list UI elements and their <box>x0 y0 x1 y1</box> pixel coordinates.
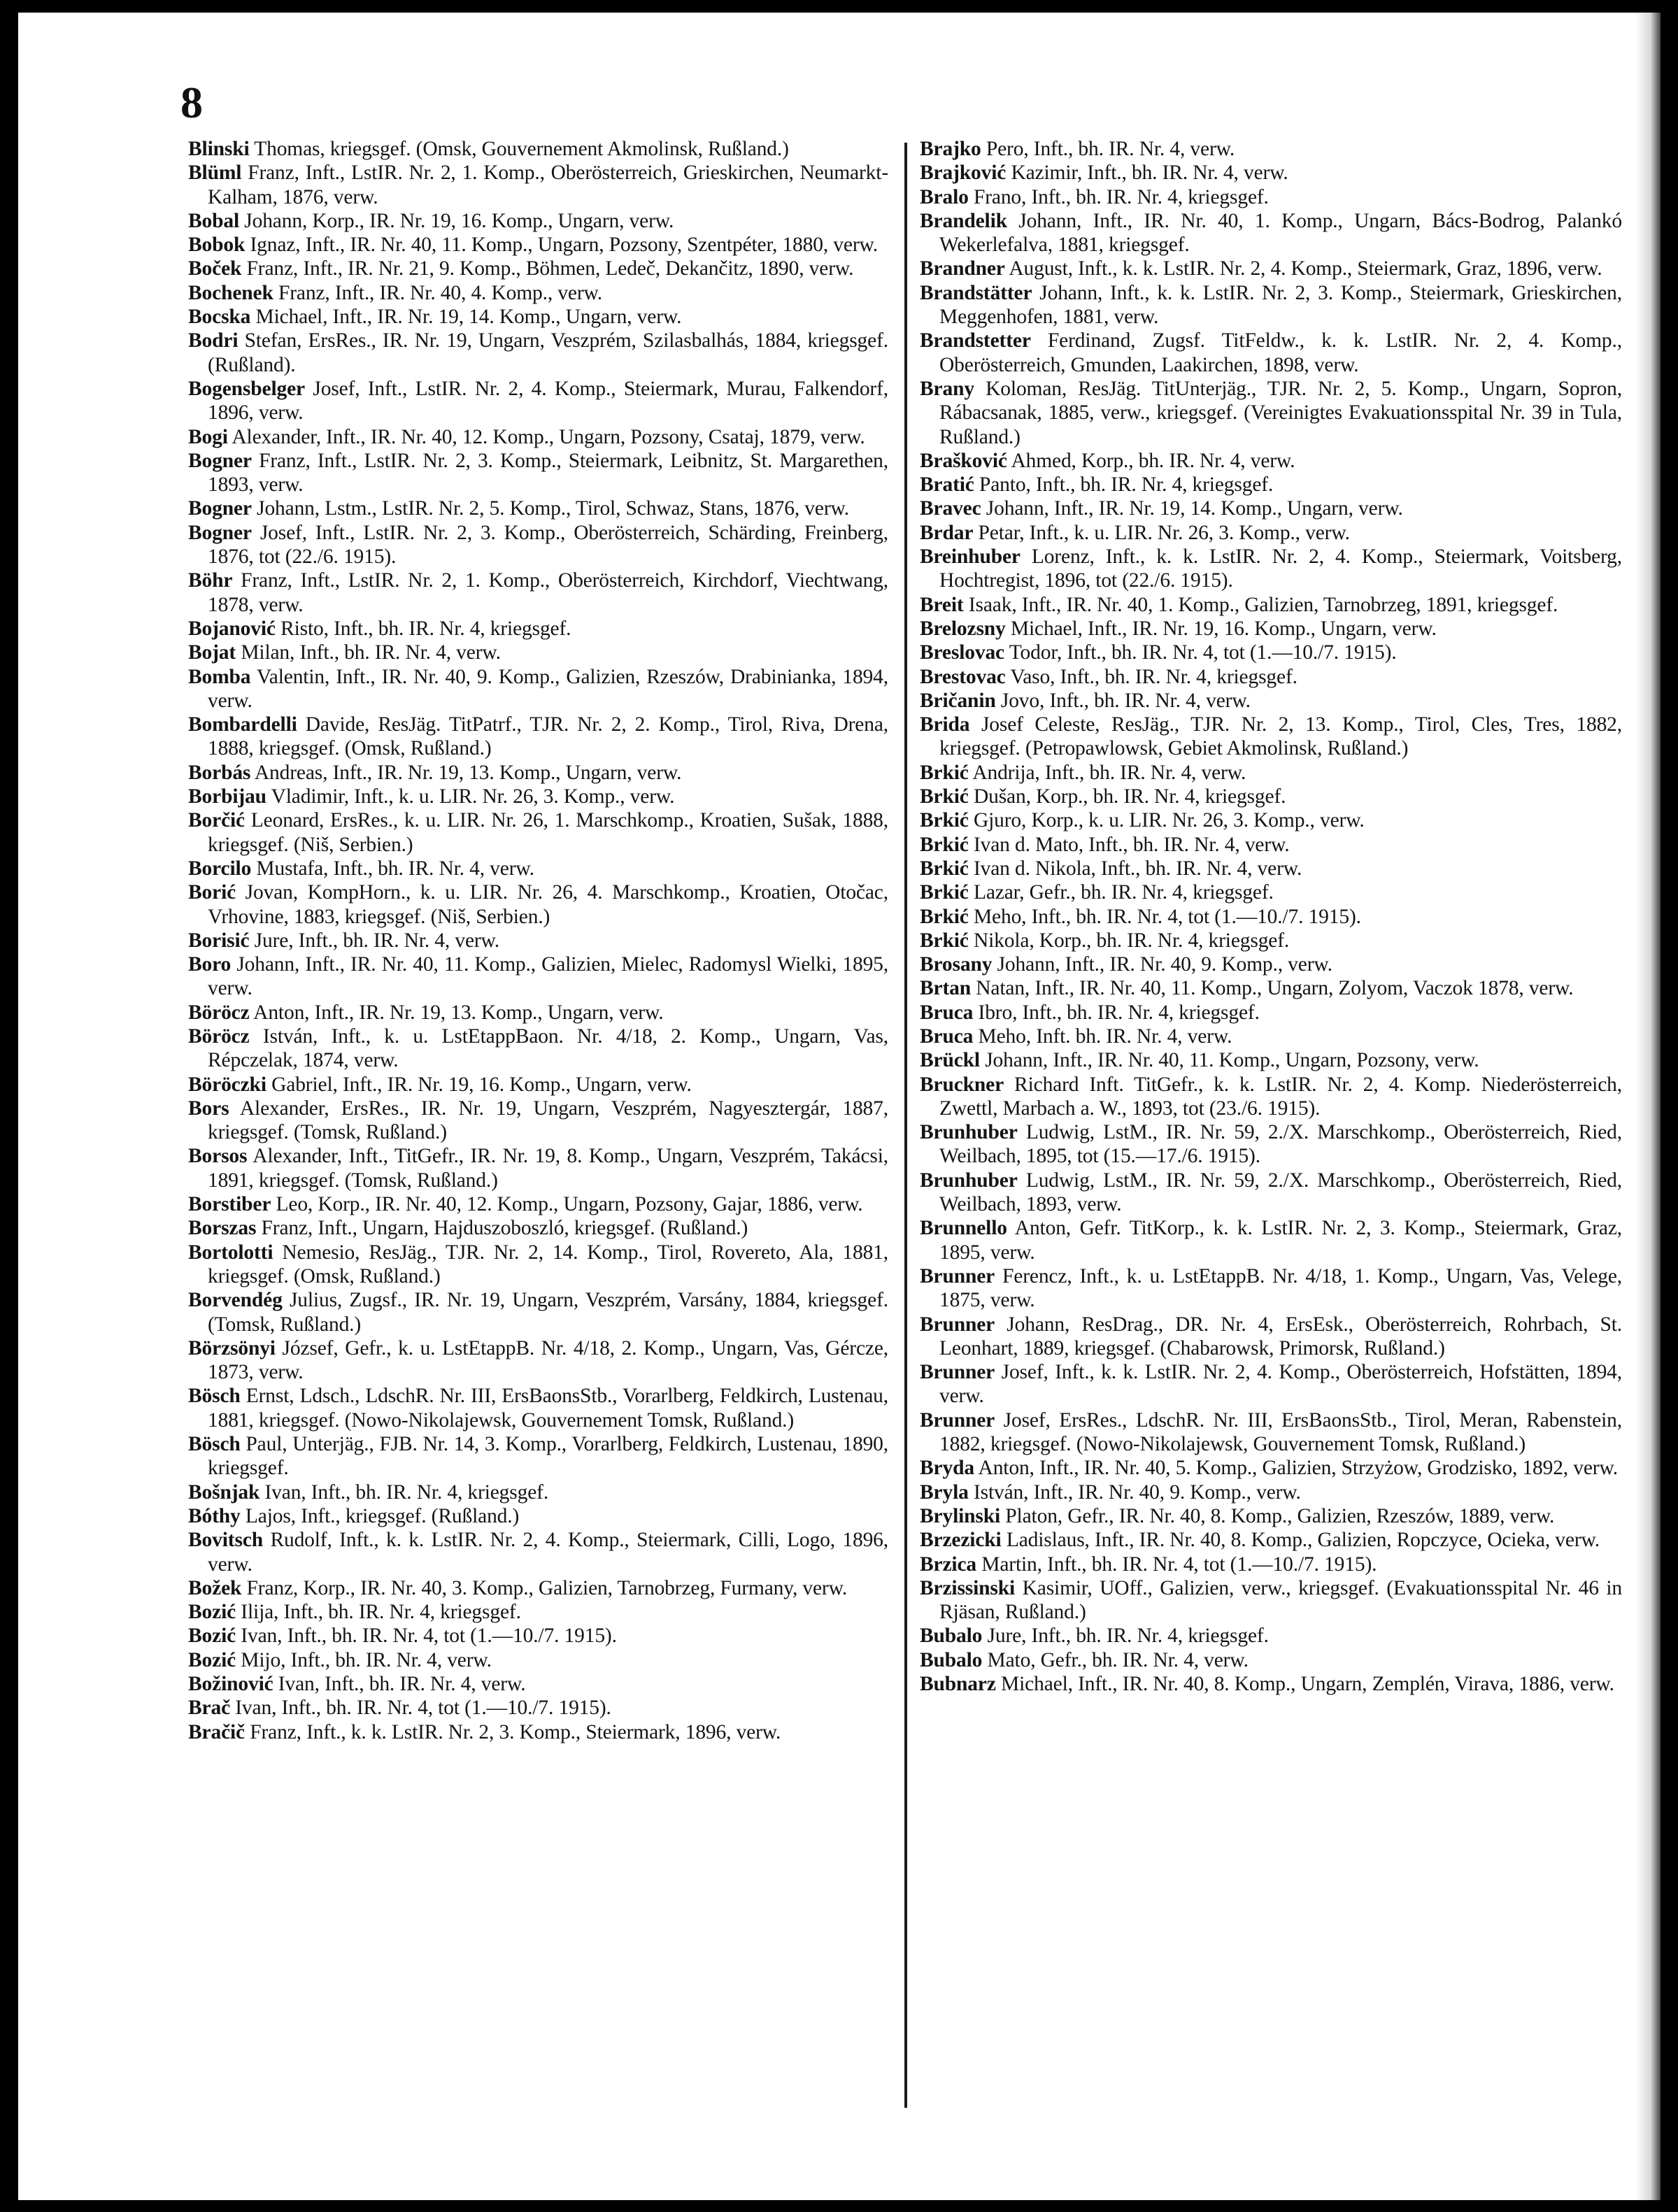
register-entry <box>188 857 888 880</box>
entry-surname: Brylinski <box>920 1504 1001 1527</box>
entry-details: Franz, Inft., k. k. LstIR. Nr. 2, 3. Komp., Steiermark, 1896, verw. <box>250 1720 781 1743</box>
entry-surname: Bozić <box>188 1601 236 1624</box>
entry-surname: Bubalo <box>920 1648 983 1671</box>
entry-surname: Brandelik <box>920 209 1007 232</box>
register-entry <box>920 329 1622 377</box>
entry-surname: Bösch <box>188 1433 241 1456</box>
entry-surname: Bubnarz <box>920 1673 996 1695</box>
entry-details: Johann, Inft., IR. Nr. 40, 9. Komp., verw. <box>997 953 1332 976</box>
entry-details: Meho, Inft. bh. IR. Nr. 4, verw. <box>978 1025 1232 1048</box>
entry-surname: Bortolotti <box>188 1241 273 1264</box>
entry-surname: Borisić <box>188 929 250 952</box>
entry-surname: Bryla <box>920 1480 969 1504</box>
register-entry <box>188 161 888 209</box>
register-entry <box>188 1288 888 1336</box>
entry-surname: Brunner <box>920 1264 995 1287</box>
register-entry <box>920 1648 1622 1672</box>
entry-surname: Bravec <box>920 497 981 520</box>
register-entry <box>920 1576 1622 1625</box>
register-entry <box>188 281 888 305</box>
entry-details: Andreas, Inft., IR. Nr. 19, 13. Komp., Ungarn, verw. <box>254 761 682 784</box>
register-entry <box>188 641 888 664</box>
register-entry <box>920 1553 1622 1576</box>
entry-details: Martin, Inft., bh. IR. Nr. 4, tot (1.—10./7. 1915). <box>981 1553 1377 1576</box>
register-entry <box>188 1216 888 1240</box>
entry-surname: Bobok <box>188 234 246 257</box>
entry-details: Anton, Gefr. TitKorp., k. k. LstIR. Nr. 2, 3. Komp., Steiermark, Graz, 1895, verw. <box>939 1217 1622 1264</box>
register-entry <box>188 1097 888 1145</box>
register-entry <box>188 929 888 952</box>
entry-details: Ivan d. Mato, Inft., bh. IR. Nr. 4, verw. <box>973 833 1290 856</box>
register-entry <box>920 137 1622 161</box>
entry-surname: Brzezicki <box>920 1529 1002 1552</box>
entry-details: Milan, Inft., bh. IR. Nr. 4, verw. <box>241 641 501 664</box>
entry-details: Gabriel, Inft., IR. Nr. 19, 16. Komp., Ungarn, verw. <box>271 1073 692 1096</box>
entry-details: Nikola, Korp., bh. IR. Nr. 4, kriegsgef. <box>973 929 1290 952</box>
register-entry <box>920 833 1622 857</box>
entry-surname: Bodri <box>188 329 239 352</box>
entry-details: Lorenz, Inft., k. k. LstIR. Nr. 2, 4. Komp., Steiermark, Voitsberg, Hochtregist, 1896, tot (22./6. 1915). <box>939 545 1623 592</box>
entry-surname: Božek <box>188 1576 242 1599</box>
entry-details: Ibro, Inft., bh. IR. Nr. 4, kriegsgef. <box>978 1001 1260 1024</box>
register-entry <box>920 905 1622 929</box>
register-entry <box>188 713 888 761</box>
entry-details: Johann, Inft., k. k. LstIR. Nr. 2, 3. Komp., Steiermark, Grieskirchen, Meggenhofen, 1881, verw. <box>939 281 1623 329</box>
entry-surname: Brunner <box>920 1361 995 1384</box>
entry-details: Thomas, kriegsgef. (Omsk, Gouvernement Akmolinsk, Rußland.) <box>254 138 789 160</box>
register-entry <box>188 377 888 425</box>
entry-surname: Bocska <box>188 306 251 329</box>
register-entry <box>920 257 1622 280</box>
register-entry <box>188 1504 888 1528</box>
entry-details: Vaso, Inft., bh. IR. Nr. 4, kriegsgef. <box>1010 665 1297 688</box>
entry-surname: Brkić <box>920 905 969 928</box>
register-entry <box>188 880 888 929</box>
register-entry <box>188 952 888 1001</box>
register-entry <box>920 617 1622 641</box>
entry-details: Meho, Inft., bh. IR. Nr. 4, tot (1.—10./7. 1915). <box>973 905 1361 928</box>
entry-surname: Brunhuber <box>920 1121 1018 1144</box>
register-entry <box>920 1504 1622 1528</box>
entry-details: Todor, Inft., bh. IR. Nr. 4, tot (1.—10./7. 1915). <box>1009 641 1397 664</box>
register-entry <box>920 1480 1622 1504</box>
register-entry <box>920 497 1622 520</box>
entry-details: Jovo, Inft., bh. IR. Nr. 4, verw. <box>1000 689 1251 712</box>
register-entry <box>188 617 888 641</box>
entry-surname: Borcilo <box>188 857 252 880</box>
entry-details: Anton, Inft., IR. Nr. 19, 13. Komp., Ungarn, verw. <box>253 1001 664 1024</box>
register-entry <box>188 785 888 808</box>
register-entry <box>920 689 1622 713</box>
entry-surname: Bovitsch <box>188 1529 263 1552</box>
register-entry <box>920 1456 1622 1480</box>
register-entry <box>188 1576 888 1600</box>
register-entry <box>188 1241 888 1289</box>
entry-details: Ferencz, Inft., k. u. LstEtappB. Nr. 4/18, 1. Komp., Ungarn, Vas, Velege, 1875, verw. <box>939 1264 1622 1312</box>
register-entry <box>920 1073 1622 1121</box>
entry-surname: Borbás <box>188 761 251 784</box>
entry-surname: Brany <box>920 377 974 400</box>
entry-surname: Bomba <box>188 665 251 688</box>
entry-details: Gjuro, Korp., k. u. LIR. Nr. 26, 3. Komp., verw. <box>973 809 1365 832</box>
entry-details: Alexander, Inft., TitGefr., IR. Nr. 19, 8. Komp., Ungarn, Veszprém, Takácsi, 1891, kriegsgef. (Tomsk, Rußland.) <box>208 1145 888 1192</box>
entry-surname: Brašković <box>920 449 1007 472</box>
entry-details: Ilija, Inft., bh. IR. Nr. 4, kriegsgef. <box>241 1601 521 1624</box>
register-entry <box>188 761 888 785</box>
entry-details: Franz, Inft., IR. Nr. 40, 4. Komp., verw. <box>278 281 603 304</box>
register-entry <box>920 808 1622 832</box>
entry-details: Ludwig, LstM., IR. Nr. 59, 2./X. Marschkomp., Oberösterreich, Ried, Weilbach, 1893, verw. <box>939 1169 1622 1216</box>
entry-details: Nemesio, ResJäg., TJR. Nr. 2, 14. Komp., Tirol, Rovereto, Ala, 1881, kriegsgef. (Omsk, Rußland.) <box>208 1241 888 1287</box>
entry-surname: Bubalo <box>920 1625 983 1648</box>
register-entry <box>188 1001 888 1025</box>
entry-surname: Brkić <box>920 785 969 808</box>
register-entry <box>920 1216 1622 1264</box>
entry-surname: Brandner <box>920 257 1005 280</box>
entry-surname: Bösch <box>188 1385 241 1408</box>
entry-details: Josef Celeste, ResJäg., TJR. Nr. 2, 13. Komp., Tirol, Cles, Tres, 1882, kriegsgef. (Petropawlowsk, Gebiet Akmolinsk, Rußland.) <box>939 713 1622 760</box>
register-entry <box>920 785 1622 808</box>
register-entry <box>188 233 888 257</box>
register-entry <box>188 521 888 569</box>
entry-surname: Brida <box>920 713 970 736</box>
entry-details: Paul, Unterjäg., FJB. Nr. 14, 3. Komp., Vorarlberg, Feldkirch, Lustenau, 1890, kriegsgef. <box>208 1433 888 1480</box>
entry-surname: Borszas <box>188 1217 257 1240</box>
entry-details: Johann, Inft., IR. Nr. 40, 1. Komp., Ungarn, Bács-Bodrog, Palankó Wekerlefalva, 1881, kriegsgef. <box>939 209 1622 257</box>
register-entry <box>920 521 1622 545</box>
register-entry <box>188 1648 888 1672</box>
register-entry <box>188 569 888 617</box>
entry-details: Lajos, Inft., kriegsgef. (Rußland.) <box>245 1504 520 1527</box>
entry-details: Josef, Inft., k. k. LstIR. Nr. 2, 4. Komp., Oberösterreich, Hofstätten, 1894, verw. <box>939 1361 1622 1408</box>
entry-details: Franz, Inft., LstIR. Nr. 2, 3. Komp., Steiermark, Leibnitz, St. Margarethen, 1893, verw. <box>208 449 888 497</box>
entry-surname: Bochenek <box>188 281 273 304</box>
entry-surname: Brkić <box>920 929 969 952</box>
entry-details: Johann, ResDrag., DR. Nr. 4, ErsEsk., Oberösterreich, Rohrbach, St. Leonhart, 1889, kriegsgef. (Chabarowsk, Primorsk, Rußland.) <box>939 1313 1622 1360</box>
register-entry <box>920 929 1622 952</box>
entry-surname: Brunnello <box>920 1217 1007 1240</box>
entry-surname: Bogi <box>188 425 228 448</box>
entry-details: Franz, Inft., Ungarn, Hajduszoboszló, kriegsgef. (Rußland.) <box>261 1217 748 1240</box>
page-edge-shadow <box>1635 13 1661 2200</box>
entry-details: Isaak, Inft., IR. Nr. 40, 1. Komp., Galizien, Tarnobrzeg, 1891, kriegsgef. <box>968 593 1558 616</box>
entry-surname: Blinski <box>188 138 250 160</box>
entry-details: Michael, Inft., IR. Nr. 19, 16. Komp., Ungarn, verw. <box>1010 617 1437 640</box>
entry-details: Johann, Korp., IR. Nr. 19, 16. Komp., Ungarn, verw. <box>244 209 674 232</box>
entry-surname: Borstiber <box>188 1193 271 1216</box>
register-entry <box>920 473 1622 497</box>
register-entry <box>920 377 1622 449</box>
entry-details: Ivan, Inft., bh. IR. Nr. 4, tot (1.—10./7. 1915). <box>235 1697 611 1720</box>
register-entry <box>188 665 888 713</box>
register-entry <box>188 329 888 377</box>
register-entry <box>920 1264 1622 1313</box>
entry-surname: Borić <box>188 881 236 904</box>
entry-surname: Bojat <box>188 641 236 664</box>
entry-details: Ivan, Inft., bh. IR. Nr. 4, kriegsgef. <box>264 1480 549 1504</box>
entry-surname: Bojanović <box>188 617 276 640</box>
register-entry <box>920 1313 1622 1361</box>
entry-details: Michael, Inft., IR. Nr. 40, 8. Komp., Ungarn, Zemplén, Virava, 1886, verw. <box>1001 1673 1614 1695</box>
register-entry <box>188 1696 888 1720</box>
entry-surname: Bors <box>188 1097 229 1120</box>
entry-surname: Böröczki <box>188 1073 266 1096</box>
register-entry <box>188 449 888 497</box>
entry-details: Ignaz, Inft., IR. Nr. 40, 11. Komp., Ungarn, Pozsony, Szentpéter, 1880, verw. <box>250 234 878 257</box>
register-entry <box>188 1384 888 1432</box>
entry-details: Josef, Inft., LstIR. Nr. 2, 3. Komp., Oberösterreich, Schärding, Freinberg, 1876, tot (22./6. 1915). <box>208 521 888 569</box>
register-entry <box>920 1048 1622 1072</box>
register-entry <box>188 1600 888 1624</box>
register-entry <box>920 209 1622 257</box>
register-entry <box>188 497 888 520</box>
entry-surname: Bóthy <box>188 1504 241 1527</box>
register-entry <box>188 1192 888 1216</box>
entry-surname: Brosany <box>920 953 993 976</box>
register-entry <box>188 1672 888 1696</box>
entry-surname: Borsos <box>188 1145 248 1168</box>
register-entry <box>920 185 1622 209</box>
entry-details: Franz, Inft., LstIR. Nr. 2, 1. Komp., Oberösterreich, Kirchdorf, Viechtwang, 1878, verw. <box>208 569 888 616</box>
entry-surname: Bogner <box>188 449 252 472</box>
entry-surname: Böröcz <box>188 1025 250 1048</box>
entry-surname: Brandstetter <box>920 329 1031 352</box>
entry-surname: Bruca <box>920 1025 974 1048</box>
entry-details: Andrija, Inft., bh. IR. Nr. 4, verw. <box>972 761 1246 784</box>
register-entry <box>920 1528 1622 1552</box>
register-entry <box>920 1360 1622 1408</box>
register-entry <box>920 1120 1622 1169</box>
register-entry <box>920 1169 1622 1217</box>
entry-details: Ladislaus, Inft., IR. Nr. 40, 8. Komp., Galizien, Ropczyce, Ocieka, verw. <box>1006 1529 1600 1552</box>
entry-surname: Borvendég <box>188 1289 283 1312</box>
entry-surname: Bračič <box>188 1720 246 1743</box>
entry-details: Vladimir, Inft., k. u. LIR. Nr. 26, 3. Komp., verw. <box>271 785 675 808</box>
register-entry <box>920 857 1622 880</box>
entry-details: Mustafa, Inft., bh. IR. Nr. 4, verw. <box>256 857 534 880</box>
entry-surname: Bričanin <box>920 689 996 712</box>
entry-surname: Bošnjak <box>188 1480 260 1504</box>
entry-details: Johann, Inft., IR. Nr. 40, 11. Komp., Ungarn, Pozsony, verw. <box>985 1049 1479 1072</box>
entry-surname: Bruca <box>920 1001 974 1024</box>
entry-surname: Brunner <box>920 1408 995 1432</box>
register-entry <box>188 1624 888 1648</box>
entry-surname: Brkić <box>920 833 969 856</box>
entry-details: Leonard, ErsRes., k. u. LIR. Nr. 26, 1. Marschkomp., Kroatien, Sušak, 1888, kriegsgef. (Niš, Serbien.) <box>208 809 888 856</box>
register-entry <box>188 808 888 857</box>
entry-surname: Brtan <box>920 977 972 1000</box>
entry-details: Mato, Gefr., bh. IR. Nr. 4, verw. <box>987 1648 1249 1671</box>
entry-details: Frano, Inft., bh. IR. Nr. 4, kriegsgef. <box>973 185 1269 208</box>
register-entry <box>920 449 1622 473</box>
entry-details: Jure, Inft., bh. IR. Nr. 4, verw. <box>254 929 500 952</box>
entry-surname: Brückl <box>920 1049 980 1072</box>
entry-surname: Borbijau <box>188 785 266 808</box>
entry-details: Ivan, Inft., bh. IR. Nr. 4, verw. <box>278 1673 526 1695</box>
register-entry <box>920 593 1622 617</box>
register-entry <box>920 880 1622 904</box>
entry-details: Franz, Inft., IR. Nr. 21, 9. Komp., Böhmen, Ledeč, Dekančitz, 1890, verw. <box>246 257 854 280</box>
entry-details: Mijo, Inft., bh. IR. Nr. 4, verw. <box>241 1648 492 1671</box>
entry-details: Josef, ErsRes., LdschR. Nr. III, ErsBaonsStb., Tirol, Meran, Rabenstein, 1882, kriegsgef. (Nowo-Nikolajewsk, Gouvernement Tomsk, Rußland.) <box>939 1408 1622 1456</box>
entry-surname: Brkić <box>920 857 969 880</box>
entry-surname: Bruckner <box>920 1073 1004 1096</box>
entry-surname: Brkić <box>920 809 969 832</box>
register-entry <box>920 161 1622 185</box>
entry-details: Johann, Inft., IR. Nr. 19, 14. Komp., Ungarn, verw. <box>986 497 1403 520</box>
entry-details: Panto, Inft., bh. IR. Nr. 4, kriegsgef. <box>979 473 1274 497</box>
register-entry <box>920 641 1622 664</box>
page-number: 8 <box>180 78 203 127</box>
entry-surname: Božinović <box>188 1673 273 1695</box>
entry-details: Ernst, Ldsch., LdschR. Nr. III, ErsBaonsStb., Vorarlberg, Feldkirch, Lustenau, 1881, kriegsgef. (Nowo-Nikolajewsk, Gouvernement Tomsk, Rußland.) <box>208 1385 888 1432</box>
register-entry <box>188 1025 888 1073</box>
entry-details: Natan, Inft., IR. Nr. 40, 11. Komp., Ungarn, Zolyom, Vaczok 1878, verw. <box>976 977 1574 1000</box>
register-entry <box>920 761 1622 785</box>
entry-surname: Blüml <box>188 162 242 185</box>
register-entry <box>920 1672 1622 1696</box>
column-divider <box>904 143 907 2108</box>
entry-details: Michael, Inft., IR. Nr. 19, 14. Komp., Ungarn, verw. <box>255 306 682 329</box>
entry-surname: Bratić <box>920 473 974 497</box>
entry-details: Pero, Inft., bh. IR. Nr. 4, verw. <box>986 138 1235 160</box>
left-column <box>188 137 888 1744</box>
register-entry <box>920 665 1622 689</box>
entry-surname: Breslovac <box>920 641 1005 664</box>
entry-details: Johann, Lstm., LstIR. Nr. 2, 5. Komp., Tirol, Schwaz, Stans, 1876, verw. <box>257 497 849 520</box>
entry-details: Anton, Inft., IR. Nr. 40, 5. Komp., Galizien, Strzyżow, Grodzisko, 1892, verw. <box>978 1457 1618 1480</box>
entry-details: Ivan d. Nikola, Inft., bh. IR. Nr. 4, verw. <box>973 857 1302 880</box>
entry-surname: Brunhuber <box>920 1169 1018 1192</box>
entry-surname: Brkić <box>920 881 969 904</box>
entry-surname: Breinhuber <box>920 545 1021 569</box>
register-entry <box>188 257 888 280</box>
register-entry <box>188 137 888 161</box>
register-entry <box>188 1480 888 1504</box>
entry-details: József, Gefr., k. u. LstEtappB. Nr. 4/18, 2. Komp., Ungarn, Vas, Gércze, 1873, verw. <box>208 1336 889 1384</box>
entry-details: István, Inft., IR. Nr. 40, 9. Komp., verw. <box>973 1480 1301 1504</box>
entry-details: Franz, Korp., IR. Nr. 40, 3. Komp., Galizien, Tarnobrzeg, Furmany, verw. <box>246 1576 848 1599</box>
entry-surname: Brzissinski <box>920 1576 1016 1599</box>
entry-details: Julius, Zugsf., IR. Nr. 19, Ungarn, Veszprém, Varsány, 1884, kriegsgef. (Tomsk, Rußland.) <box>208 1289 888 1336</box>
entry-surname: Brzica <box>920 1553 977 1576</box>
entry-details: Risto, Inft., bh. IR. Nr. 4, kriegsgef. <box>280 617 571 640</box>
entry-surname: Böhr <box>188 569 233 592</box>
entry-surname: Brajko <box>920 138 981 160</box>
register-entry <box>920 976 1622 1000</box>
entry-details: Franz, Inft., LstIR. Nr. 2, 1. Komp., Oberösterreich, Grieskirchen, Neumarkt-Kalham, 1876, verw. <box>208 162 888 208</box>
register-entry <box>920 281 1622 329</box>
entry-details: Ferdinand, Zugsf. TitFeldw., k. k. LstIR. Nr. 2, 4. Komp., Oberösterreich, Gmunden, Laakirchen, 1898, verw. <box>939 329 1622 376</box>
entry-details: Davide, ResJäg. TitPatrf., TJR. Nr. 2, 2. Komp., Tirol, Riva, Drena, 1888, kriegsgef. (Omsk, Rußland.) <box>208 713 888 760</box>
register-entry <box>920 1624 1622 1648</box>
entry-surname: Böröcz <box>188 1001 250 1024</box>
entry-surname: Bralo <box>920 185 969 208</box>
entry-surname: Bobal <box>188 209 240 232</box>
entry-surname: Börzsönyi <box>188 1336 276 1360</box>
entry-surname: Breit <box>920 593 964 616</box>
entry-surname: Brač <box>188 1697 231 1720</box>
entry-details: Kasimir, UOff., Galizien, verw., kriegsgef. (Evakuationsspital Nr. 46 in Rjäsan, Rußland.) <box>939 1576 1622 1624</box>
entry-surname: Bombardelli <box>188 713 297 736</box>
entry-details: Valentin, Inft., IR. Nr. 40, 9. Komp., Galizien, Rzeszów, Drabinianka, 1894, verw. <box>208 665 888 712</box>
register-entry <box>188 209 888 233</box>
entry-details: Alexander, ErsRes., IR. Nr. 19, Ungarn, Veszprém, Nagyesztergár, 1887, kriegsgef. (Tomsk, Rußland.) <box>208 1097 888 1144</box>
register-entry <box>188 1528 888 1576</box>
entry-surname: Brkić <box>920 761 969 784</box>
register-entry <box>920 952 1622 976</box>
entry-surname: Bozić <box>188 1648 236 1671</box>
entry-details: Leo, Korp., IR. Nr. 40, 12. Komp., Ungarn, Pozsony, Gajar, 1886, verw. <box>276 1193 863 1216</box>
register-entry <box>920 1408 1622 1457</box>
entry-details: Kazimir, Inft., bh. IR. Nr. 4, verw. <box>1011 162 1288 185</box>
entry-details: August, Inft., k. k. LstIR. Nr. 2, 4. Komp., Steiermark, Graz, 1896, verw. <box>1009 257 1602 280</box>
entry-details: Lazar, Gefr., bh. IR. Nr. 4, kriegsgef. <box>973 881 1274 904</box>
entry-surname: Borčić <box>188 809 246 832</box>
entry-surname: Boro <box>188 953 232 976</box>
entry-surname: Bogner <box>188 497 252 520</box>
entry-details: Ivan, Inft., bh. IR. Nr. 4, tot (1.—10./7. 1915). <box>241 1625 617 1648</box>
entry-details: Stefan, ErsRes., IR. Nr. 19, Ungarn, Veszprém, Szilasbalhás, 1884, kriegsgef. (Rußland). <box>208 329 888 376</box>
entry-surname: Bogensbelger <box>188 377 305 400</box>
register-entry <box>188 1336 888 1385</box>
register-entry <box>188 1073 888 1097</box>
entry-details: Rudolf, Inft., k. k. LstIR. Nr. 2, 4. Komp., Steiermark, Cilli, Logo, 1896, verw. <box>208 1529 889 1576</box>
entry-details: Johann, Inft., IR. Nr. 40, 11. Komp., Galizien, Mielec, Radomysl Wielki, 1895, verw. <box>208 953 888 1000</box>
register-entry <box>188 1144 888 1192</box>
entry-surname: Brelozsny <box>920 617 1006 640</box>
entry-surname: Brunner <box>920 1313 995 1336</box>
entry-details: Ahmed, Korp., bh. IR. Nr. 4, verw. <box>1011 449 1295 472</box>
entry-surname: Bryda <box>920 1457 974 1480</box>
entry-details: Alexander, Inft., IR. Nr. 40, 12. Komp., Ungarn, Pozsony, Csataj, 1879, verw. <box>232 425 865 448</box>
register-entry <box>920 713 1622 761</box>
register-entry <box>188 425 888 449</box>
register-entry <box>188 1720 888 1744</box>
right-column <box>920 137 1622 1696</box>
document-page <box>18 13 1661 2200</box>
entry-surname: Boček <box>188 257 242 280</box>
entry-details: Petar, Inft., k. u. LIR. Nr. 26, 3. Komp., verw. <box>978 521 1350 544</box>
entry-details: Jure, Inft., bh. IR. Nr. 4, kriegsgef. <box>987 1625 1269 1648</box>
entry-details: Josef, Inft., LstIR. Nr. 2, 4. Komp., Steiermark, Murau, Falkendorf, 1896, verw. <box>208 377 888 424</box>
entry-details: István, Inft., k. u. LstEtappBaon. Nr. 4/18, 2. Komp., Ungarn, Vas, Répczelak, 1874, verw. <box>208 1025 888 1072</box>
register-entry <box>188 305 888 329</box>
entry-details: Jovan, KompHorn., k. u. LIR. Nr. 26, 4. Marschkomp., Kroatien, Otočac, Vrhovine, 1883, kriegsgef. (Niš, Serbien.) <box>208 881 888 928</box>
entry-surname: Bogner <box>188 521 252 544</box>
entry-surname: Brandstätter <box>920 281 1032 304</box>
entry-surname: Brajković <box>920 162 1007 185</box>
entry-details: Dušan, Korp., bh. IR. Nr. 4, kriegsgef. <box>973 785 1286 808</box>
register-entry <box>920 545 1622 593</box>
entry-details: Ludwig, LstM., IR. Nr. 59, 2./X. Marschkomp., Oberösterreich, Ried, Weilbach, 1895, tot (15.—17./6. 1915). <box>939 1121 1622 1168</box>
entry-details: Platon, Gefr., IR. Nr. 40, 8. Komp., Galizien, Rzeszów, 1889, verw. <box>1005 1504 1555 1527</box>
entry-details: Koloman, ResJäg. TitUnterjäg., TJR. Nr. 2, 5. Komp., Ungarn, Sopron, Rábacsanak, 1885, verw., kriegsgef. (Vereinigtes Evakuationsspital Nr. 39 in Tula, Rußland.) <box>939 377 1622 448</box>
entry-surname: Bozić <box>188 1625 236 1648</box>
register-entry <box>920 1001 1622 1025</box>
entry-surname: Brdar <box>920 521 974 544</box>
entry-surname: Brestovac <box>920 665 1006 688</box>
register-entry <box>188 1432 888 1480</box>
register-entry <box>920 1025 1622 1048</box>
entry-details: Richard Inft. TitGefr., k. k. LstIR. Nr. 2, 4. Komp. Niederösterreich, Zwettl, Marbach a. W., 1893, tot (23./6. 1915). <box>939 1073 1622 1120</box>
